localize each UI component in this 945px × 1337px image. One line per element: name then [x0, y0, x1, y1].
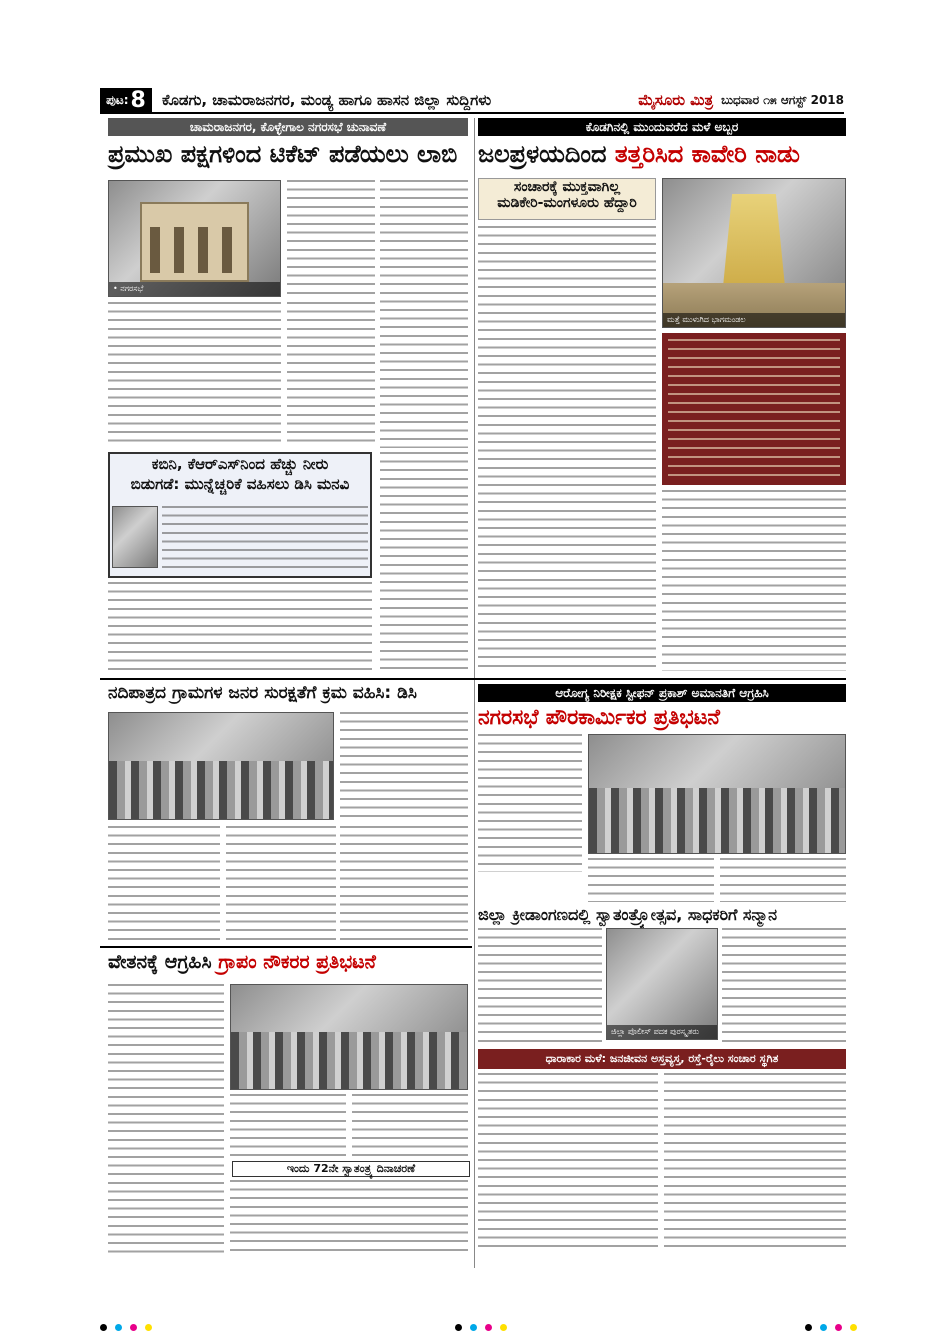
yellow-dot: [850, 1324, 857, 1331]
story1-col2-top: [287, 180, 375, 298]
story6-col1: [478, 928, 602, 1046]
story1-photo-caption: • ನಗರಸಭೆ: [109, 282, 280, 296]
story6-headline: ಜಿಲ್ಲಾ ಕ್ರೀಡಾಂಗಣದಲ್ಲಿ ಸ್ವಾತಂತ್ರ್ಯೋತ್ಸವ, ಸಾಧಕರಿಗೆ ಸನ್ಮಾನ: [478, 905, 778, 924]
black-dot: [455, 1324, 462, 1331]
text-lines: [340, 712, 468, 824]
cyan-dot: [820, 1324, 827, 1331]
story6-portrait: [606, 928, 718, 1040]
story6-col2: [722, 928, 846, 1046]
text-lines: [662, 490, 846, 671]
magenta-dot: [835, 1324, 842, 1331]
column-divider: [474, 118, 475, 1268]
registration-marks-center: [455, 1324, 507, 1331]
yellow-dot: [145, 1324, 152, 1331]
story5-col3: [720, 858, 846, 902]
story7-headline-red: ಗ್ರಾಪಂ ನೌಕರರ ಪ್ರತಿಭಟನೆ: [218, 951, 376, 973]
story2-headline-black: ಜಲಪ್ರಳಯದಿಂದ: [478, 140, 607, 168]
text-lines: [478, 928, 602, 1046]
story2-col2: [478, 553, 656, 671]
story8-col: [230, 1180, 468, 1254]
meeting-image: [109, 761, 333, 819]
strip-col1: [478, 1073, 658, 1253]
yellow-dot: [500, 1324, 507, 1331]
story3-col2: [108, 582, 372, 674]
building-image: [140, 202, 249, 283]
text-lines: [664, 1073, 846, 1253]
text-lines: [287, 302, 375, 448]
text-lines: [108, 826, 220, 942]
story4-headline: ನದಿಪಾತ್ರದ ಗ್ರಾಮಗಳ ಜನರ ಸುರಕ್ಷತೆಗೆ ಕ್ರಮ ವಹಿಸಿ: ಡಿಸಿ: [108, 683, 417, 703]
story5-headline: [478, 706, 720, 729]
newspaper-name: ಮೈಸೂರು ಮಿತ್ರ: [638, 91, 714, 109]
story2-photo: [662, 178, 846, 328]
text-lines: [722, 928, 846, 1046]
story2-kicker: ಕೊಡಗಿನಲ್ಲಿ ಮುಂದುವರೆದ ಮಳೆ ಅಬ್ಬರ: [478, 118, 846, 136]
text-lines: [108, 582, 372, 674]
story4-photo: [108, 712, 334, 820]
page-number-badge: [100, 88, 152, 112]
section-title: ಕೊಡಗು, ಚಾಮರಾಜನಗರ, ಮಂಡ್ಯ ಹಾಗೂ ಹಾಸನ ಜಿಲ್ಲಾ ಸುದ್ದಿಗಳು: [162, 91, 492, 109]
story4-col2: [226, 826, 336, 942]
story1-col1: [108, 302, 281, 448]
text-lines: [230, 1180, 468, 1254]
story1-photo: [108, 180, 281, 297]
story6-photo-caption: ಜಿಲ್ಲಾ ಪೊಲೀಸ್ ಪದಕ ಪುರಸ್ಕೃತರು: [607, 1025, 717, 1039]
story7-headline: [108, 952, 376, 973]
story4-col3: [340, 826, 468, 942]
independence-day-box: ಇಂದು 72ನೇ ಸ್ವಾತಂತ್ರ್ಯ ದಿನಾಚರಣೆ: [232, 1161, 470, 1177]
story2-headline-red: ತತ್ತರಿಸಿದ ಕಾವೇರಿ ನಾಡು: [614, 140, 800, 168]
cyan-dot: [470, 1324, 477, 1331]
text-lines: [230, 1094, 346, 1158]
story1-col2: [287, 302, 375, 448]
text-lines: [380, 452, 468, 674]
story4-col-right: [340, 712, 468, 824]
registration-marks-left: [100, 1324, 152, 1331]
text-lines: [226, 826, 336, 942]
protest-image-2: [231, 1032, 467, 1089]
story7-col1: [108, 984, 224, 1254]
story2-highlight-box: [662, 333, 846, 485]
section-divider-2: [100, 946, 472, 948]
story1-headline-text: ಪ್ರಮುಖ ಪಕ್ಷಗಳಿಂದ ಟಿಕೆಟ್ ಪಡೆಯಲು ಲಾಬಿ: [108, 140, 458, 168]
text-lines: [108, 984, 224, 1254]
bottom-strip-headline: ಧಾರಾಕಾರ ಮಳೆ: ಜನಜೀವನ ಅಸ್ತವ್ಯಸ್ತ, ರಸ್ತೆ-ರೈಲು ಸಂಚಾರ ಸ್ಥಗಿತ: [478, 1049, 846, 1069]
text-lines: [478, 734, 582, 872]
text-lines: [287, 180, 375, 298]
text-lines: [478, 226, 656, 548]
registration-marks-right: [805, 1324, 857, 1331]
story1-col3-continued: [380, 452, 468, 674]
story3-headline-line2: ಬಿಡುಗಡೆ: ಮುನ್ನೆಚ್ಚರಿಕೆ ವಹಿಸಲು ಡಿಸಿ ಮನವಿ: [130, 475, 350, 493]
text-lines: [108, 302, 281, 448]
story4-col1: [108, 826, 220, 942]
story2-col1: [478, 226, 656, 548]
page-number: 8: [130, 87, 146, 113]
story7-headline-black: ವೇತನಕ್ಕೆ ಆಗ್ರಹಿಸಿ: [108, 951, 212, 973]
text-lines: [720, 858, 846, 902]
page-header: [100, 88, 844, 114]
story3-portrait: [112, 506, 158, 568]
cyan-dot: [115, 1324, 122, 1331]
story5-col1: [478, 734, 582, 872]
story5-kicker: ಆರೋಗ್ಯ ನಿರೀಕ್ಷಕ ಸ್ಟೀಫನ್ ಪ್ರಕಾಶ್ ಅಮಾನತಿಗೆ ಆಗ್ರಹಿಸಿ: [478, 684, 846, 702]
text-lines: [380, 180, 468, 448]
story3-headline-line1: ಕಬಿನಿ, ಕೆಆರ್‌ಎಸ್‌ನಿಂದ ಹೆಚ್ಚು ನೀರು: [151, 455, 329, 473]
text-lines: [162, 506, 368, 574]
magenta-dot: [485, 1324, 492, 1331]
magenta-dot: [130, 1324, 137, 1331]
black-dot: [805, 1324, 812, 1331]
page-label: ಪುಟ:: [106, 92, 129, 107]
text-lines: [352, 1094, 468, 1158]
story7-col3: [352, 1094, 468, 1158]
story3-col1: [162, 506, 368, 574]
text-lines: [588, 858, 714, 902]
story5-headline-text: ನಗರಸಭೆ ಪೌರಕಾರ್ಮಿಕರ ಪ್ರತಿಭಟನೆ: [478, 705, 720, 729]
story7-col2: [230, 1094, 346, 1158]
black-dot: [100, 1324, 107, 1331]
issue-date: ಬುಧವಾರ ೧೫ ಆಗಸ್ಟ್ 2018: [721, 92, 844, 107]
story5-photo: [588, 734, 846, 854]
story2-col3: [662, 490, 846, 671]
text-lines: [478, 1073, 658, 1253]
strip-col2: [664, 1073, 846, 1253]
section-divider: [100, 678, 846, 680]
story1-kicker: ಚಾಮರಾಜನಗರ, ಕೊಳ್ಳೇಗಾಲ ನಗರಸಭೆ ಚುನಾವಣೆ: [108, 118, 468, 136]
subkicker-line1: ಸಂಚಾರಕ್ಕೆ ಮುಕ್ತವಾಗಿಲ್ಲ: [513, 179, 621, 195]
subkicker-line2: ಮಡಿಕೇರಿ-ಮಂಗಳೂರು ಹೆದ್ದಾರಿ: [497, 195, 637, 211]
story2-headline: [478, 141, 800, 167]
text-lines: [668, 339, 840, 479]
story7-photo: [230, 984, 468, 1090]
text-lines: [340, 826, 468, 942]
protest-image: [589, 788, 845, 853]
story2-subkicker: [478, 178, 656, 220]
text-lines: [478, 553, 656, 671]
story2-photo-caption: ಮತ್ತೆ ಮುಳುಗಿದ ಭಾಗಮಂಡಲ: [663, 313, 845, 327]
story1-col3: [380, 180, 468, 448]
story1-headline: [108, 141, 457, 167]
story5-col2: [588, 858, 714, 902]
